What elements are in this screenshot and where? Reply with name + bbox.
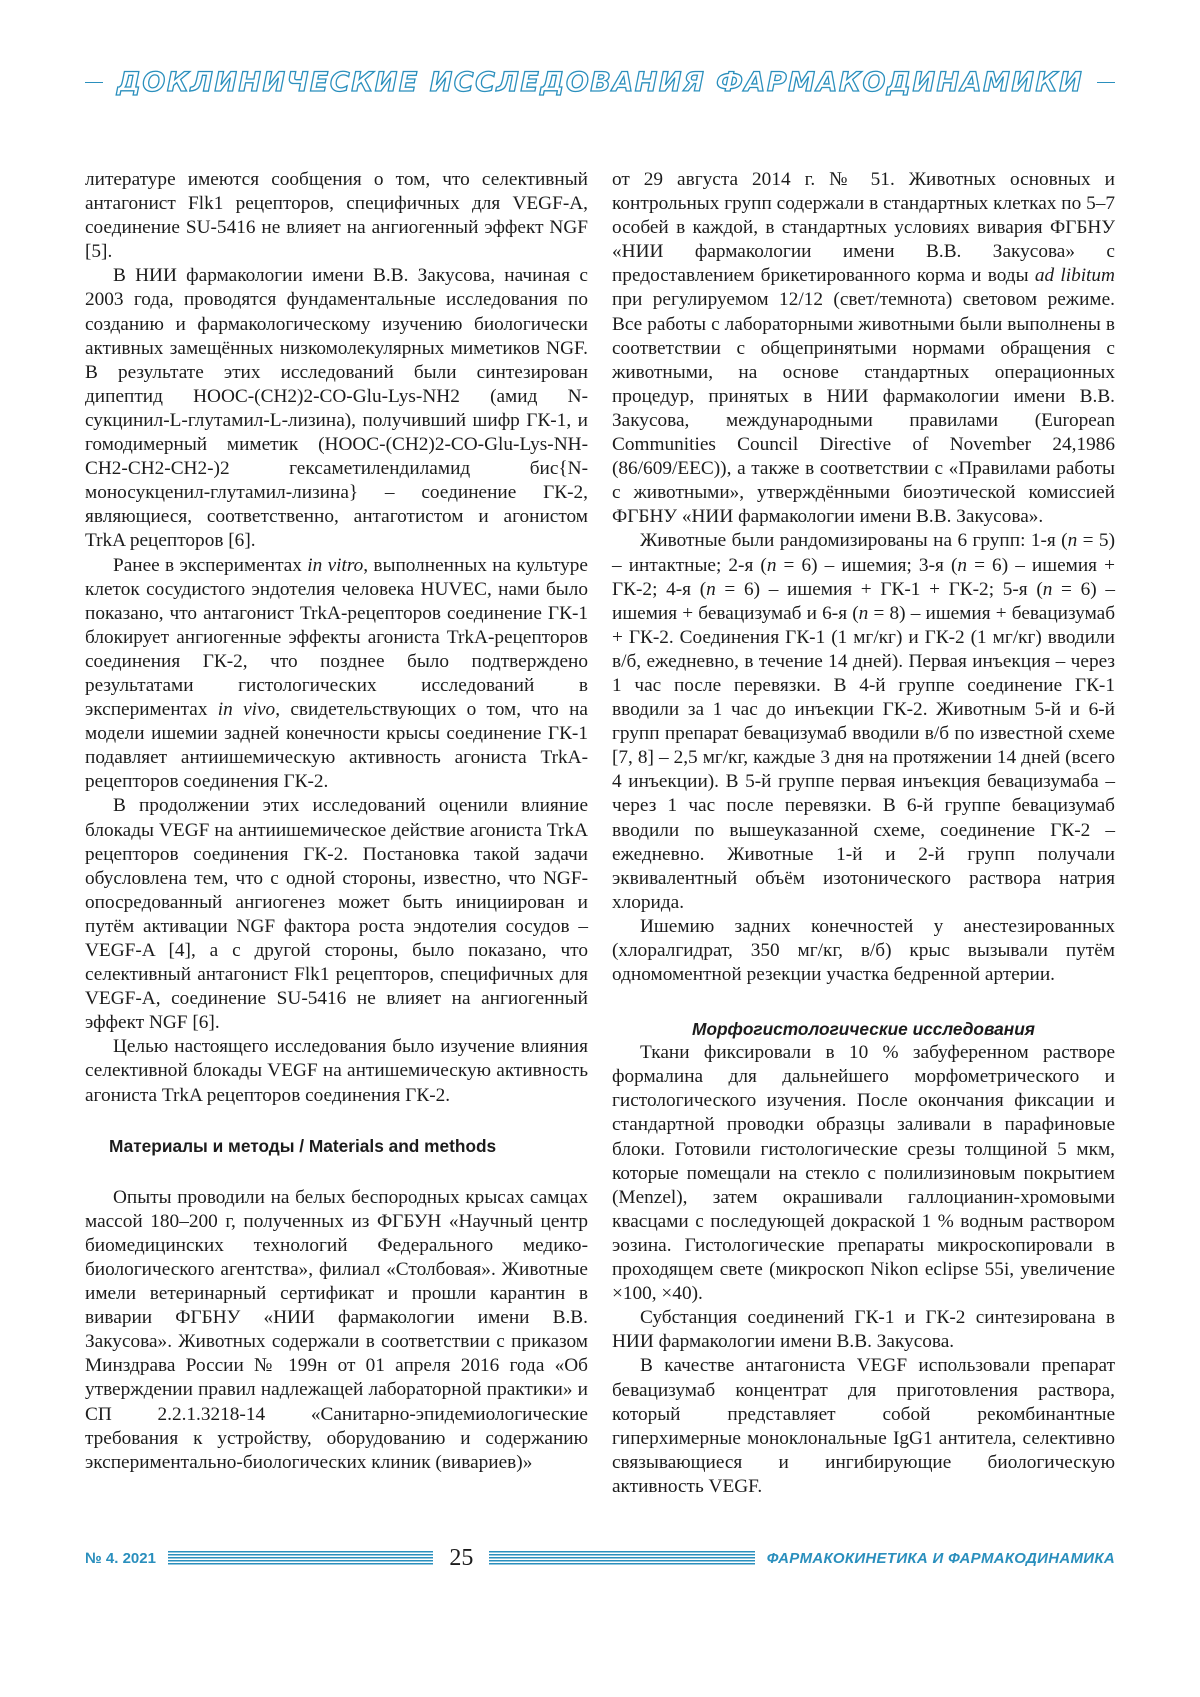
issue-number: № 4. 2021 (85, 1549, 156, 1567)
paragraph: В качестве антагониста VEGF использовали препарат бевацизумаб концентрат для приготовления раствора, который представляет собой рекомбинантные гиперхимерные моноклональные IgG1 антитела, селективно связывающиеся и ингибирующие биологическую активность VEGF. (612, 1355, 1115, 1497)
italic-n: n (706, 578, 716, 600)
text-run: = 6) – ишемия; 3-я ( (776, 554, 958, 576)
page-number: 25 (449, 1544, 474, 1571)
paragraph: В НИИ фармакологии имени В.В. Закусова, начиная с 2003 года, проводятся фундаментальные исследования по созданию и фармакологическому изучению биологически активных замещённых низкомолекулярных миметиков NGF. В результате этих исследований были синтезирован дипептид HOOC-(CH2)2-CO-Glu-Lys-NH2 (амид N-сукцинил-L-глутамил-L-лизина), получивший шифр ГК-1, и гомодимерный миметик (HOOC-(CH2)2-CO-Glu-Lys-NH-CH2-CH2-CH2-)2 гексаметилендиламид бис{N-моносукценил-глутамил-лизина} – соединение ГК-2, являющиеся, соответственно, антаготистом и агонистом TrkA рецепторов [6]. (85, 265, 588, 552)
paragraph (85, 554, 588, 795)
paragraph: В продолжении этих исследований оценили влияние блокады VEGF на антиишемическое действие агониста TrkA рецепторов соединения ГК-2. Постановка такой задачи обусловлена тем, что с одной стороны, известно, что NGF-опосредованный ангиогенез может быть инициирован и путём активации NGF фактора роста эндотелия сосудов – VEGF-A [4], а с другой стороны, было показано, что селективный антагонист Flk1 рецепторов, специфичных для VEGF-A, соединение SU-5416 не влияет на ангиогенный эффект NGF [6]. (85, 795, 588, 1034)
text-run: = 6) – ишемия + ГК-1 + ГК-2; 5-я ( (715, 578, 1043, 600)
italic-n: n (766, 554, 777, 576)
paragraph: Ткани фиксировали в 10 % забуференном растворе формалина для дальнейшего морфометрического и гистологического изучения. После окончания фиксации и стандартной проводки образцы заливали в парафиновые блоки. Готовили гистологические срезы толщиной 5 мкм, которые помещали на стекло с полилизиновым покрытием (Menzel), затем окрашивали галлоцианин-хромовыми квасцами с последующей докраской 1 % водным раствором эозина. Гистологические препараты микроскопировали в проходящем свете (микроскоп Nikon eclipse 55i, увеличение ×100, ×40). (612, 1042, 1115, 1305)
paragraph: Субстанция соединений ГК-1 и ГК-2 синтезирована в НИИ фармакологии имени В.В. Закусова. (612, 1307, 1115, 1353)
italic-n: n (957, 554, 968, 576)
paragraph: Ишемию задних конечностей у анестезированных (хлоралгидрат, 350 мг/кг, в/б) крыс вызывали путём одномоментной резекции участка бедренной артерии. (612, 915, 1115, 986)
header-rule-left (85, 82, 103, 83)
text-run: = 6) – ишемия + бевацизумаб и 6-я ( (612, 578, 1115, 624)
paragraph (612, 529, 1115, 915)
italic-n: n (858, 602, 869, 624)
section-title: ДОКЛИНИЧЕСКИЕ ИССЛЕДОВАНИЯ ФАРМАКОДИНАМИКИ (116, 66, 1084, 98)
text-run: = 6) – ишемия + ГК-2; 4-я ( (612, 554, 1115, 600)
text-run: Ранее в экспериментах (113, 554, 308, 576)
page-footer (85, 1545, 1115, 1571)
paragraph: литературе имеются сообщения о том, что селективный антагонист Flk1 рецепторов, специфичных для VEGF-A, соединение SU-5416 не влияет на ангиогенный эффект NGF [5]. (85, 169, 588, 263)
journal-name: ФАРМАКОКИНЕТИКА И ФАРМАКОДИНАМИКА (766, 1549, 1116, 1567)
paragraph: Целью настоящего исследования было изучение влияния селективной блокады VEGF на антишемическую активность агониста TrkA рецепторов соединения ГК-2. (85, 1036, 588, 1106)
text-run: , выполненных на культуре клеток сосудистого эндотелия человека HUVEC, нами было показано, что антагонист TrkA-рецепторов соединение ГК-1 блокирует ангиогенные эффекты агониста TrkA-рецепторов соединения ГК-2, что позднее было подтверждено результатами гистологических исследований в экспериментах (85, 554, 588, 721)
text-run: = 8) – ишемия + бевацизумаб + ГК-2. Соединения ГК-1 (1 мг/кг) и ГК-2 (1 мг/кг) вводили в/б, ежедневно, в течение 14 дней). Первая инъекция – через 1 час после перевязки. В 4-й группе соединение ГК-1 вводили за 1 час до инъекции ГК-2. Животным 5-й и 6-й групп препарат бевацизумаб вводили в/б по известной схеме [7, 8] – 2,5 мг/кг, каждые 3 дня на протяжении 14 дней (всего 4 инъекции). В 5-й группе первая инъекция бевацизумаба – через 1 час после перевязки. В 6-й группе бевацизумаб вводили по вышеуказанной схеме, соединение ГК-2 – ежедневно. Животные 1-й и 2-й групп получали эквивалентный объём изотонического раствора натрия хлорида. (612, 602, 1116, 913)
methods-heading: Материалы и методы / Materials and methods (109, 1135, 497, 1156)
header-rule-right (1097, 82, 1115, 83)
text-run: от 29 августа 2014 г. № 51. Животных основных и контрольных групп содержали в стандартных клетках по 5–7 особей в каждой, в стандартных условиях вивария ФГБНУ «НИИ фармакологии имени В.В. Закусова» с предоставлением брикетированного корма и воды (612, 169, 1115, 287)
footer-stripes-left (168, 1551, 433, 1565)
footer-stripes-right (489, 1551, 754, 1565)
running-header (85, 62, 1115, 102)
paragraph (612, 168, 1115, 529)
right-column (612, 168, 1115, 1499)
italic-n: n (1067, 530, 1078, 552)
morphology-heading: Морфогистологические исследования (692, 1019, 1035, 1040)
italic-n: n (1042, 578, 1053, 600)
italic-term: ad libitum (1034, 265, 1115, 287)
italic-term: in vitro (307, 554, 364, 576)
text-run: при регулируемом 12/12 (свет/темнота) световом режиме. Все работы с лабораторными животными были выполнены в соответствии с общепринятыми нормами обращения с животными, на основе стандартных операционных процедур, принятых в НИИ фармакологии имени В.В. Закусова, международными правилами (European Communities Council Directive of November 24,1986 (86/609/EEC)), а также в соответствии с «Правилами работы с животными», утверждёнными биоэтической комиссией ФГБНУ «НИИ фармакологии имени В.В. Закусова». (612, 289, 1115, 528)
text-run: = 5) – интактные; 2-я ( (612, 530, 1115, 576)
left-column (85, 168, 588, 1475)
italic-term: in vivo (217, 699, 276, 721)
text-run: Животные были рандомизированы на 6 групп: 1-я ( (640, 530, 1068, 552)
paragraph: Опыты проводили на белых беспородных крысах самцах массой 180–200 г, полученных из ФГБУН «Научный центр биомедицинских технологий Федерального медико-биологического агентства», филиал «Столбовая». Животные имели ветеринарный сертификат и прошли карантин в виварии ФГБНУ «НИИ фармакологии имени В.В. Закусова». Животных содержали в соответствии с приказом Минздрава России № 199н от 01 апреля 2016 года «Об утверждении правил надлежащей лабораторной практики» и СП 2.2.1.3218-14 «Санитарно-эпидемиологические требования к устройству, оборудованию и содержанию экспериментально-биологических клиник (вивариев)» (85, 1186, 588, 1473)
text-run: , свидетельствующих о том, что на модели ишемии задней конечности крысы соединение ГК-1 подавляет антиишемическую активность агониста TrkA-рецепторов соединения ГК-2. (85, 699, 588, 793)
